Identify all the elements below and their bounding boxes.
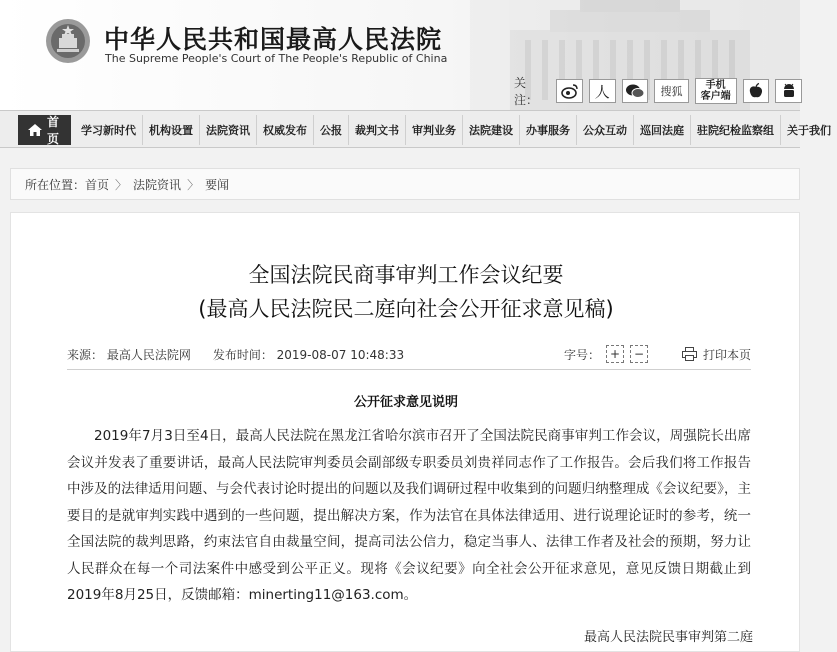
- android-icon[interactable]: [775, 79, 802, 103]
- breadcrumb-separator: 〉: [115, 177, 128, 192]
- nav-item-study[interactable]: 学习新时代: [75, 115, 143, 145]
- people-icon[interactable]: 人: [589, 79, 616, 103]
- article-published: 发布时间： 2019-08-07 10:48:33: [212, 347, 405, 362]
- font-increase-button[interactable]: +: [606, 345, 624, 363]
- nav-item-news[interactable]: 法院资讯: [200, 115, 257, 145]
- breadcrumb-home[interactable]: 首页: [85, 177, 110, 192]
- printer-icon: [682, 347, 697, 361]
- nav-home-label: 首页: [47, 115, 60, 146]
- nav-item-discipline[interactable]: 驻院纪检监察组: [691, 115, 781, 145]
- home-icon: [28, 124, 42, 136]
- social-follow-bar: [514, 74, 802, 108]
- print-label: 打印本页: [702, 347, 751, 362]
- site-subtitle: The Supreme People's Court of The People's Republic of China: [105, 52, 448, 65]
- font-decrease-button[interactable]: −: [630, 345, 648, 363]
- nav-item-services[interactable]: 办事服务: [520, 115, 577, 145]
- meta-divider: [67, 369, 751, 370]
- print-button[interactable]: [682, 346, 751, 363]
- mobile-client-button[interactable]: [695, 78, 737, 104]
- breadcrumb-label: 所在位置：: [25, 177, 86, 192]
- sohu-icon[interactable]: 搜狐: [654, 79, 688, 103]
- nav-item-construction[interactable]: 法院建设: [463, 115, 520, 145]
- article-signature: 最高人民法院民事审判第二庭: [583, 630, 753, 645]
- article-title-line1: 全国法院民商事审判工作会议纪要: [248, 263, 564, 287]
- mobile-client-line2: 客户端: [700, 91, 731, 102]
- nav-item-gazette[interactable]: 公报: [314, 115, 349, 145]
- wechat-icon[interactable]: [622, 79, 649, 103]
- article-body: 2019年7月3日至4日，最高人民法院在黑龙江省哈尔滨市召开了全国法院民商事审判工作会议，周强院长出席会议并发表了重要讲话，最高人民法院审判委员会副部级专职委员刘贵祥同志作了工作报告。会后我们将工作报告中涉及的法律适用问题、与会代表讨论时提出的问题以及我们调研过程中收集到的问题归纳整理成《会议纪要》，主要目的是就审判实践中遇到的一些问题，提出解决方案，作为法官在具体法律适用、进行说理论证时的参考，统一全国法院的裁判思路，约束法官自由裁量空间，提高司法公信力，稳定当事人、法律工作者及社会的预期，努力让人民群众在每一个司法案件中感受到公平正义。现将《会议纪要》向全社会公开征求意见，意见反馈日期截止到2019年8月25日，反馈邮箱：minerting11@163.com。: [67, 428, 751, 603]
- article-meta: [67, 343, 751, 365]
- nav-item-about[interactable]: 关于我们: [787, 124, 832, 137]
- nav-home[interactable]: [18, 115, 71, 145]
- main-nav: [0, 110, 832, 148]
- nav-item-circuit[interactable]: 巡回法庭: [634, 115, 691, 145]
- breadcrumb-separator: 〉: [187, 177, 200, 192]
- nav-item-organization[interactable]: 机构设置: [143, 115, 200, 145]
- article: [10, 212, 800, 652]
- site-title[interactable]: 中华人民共和国最高人民法院: [104, 25, 443, 54]
- section-heading: 公开征求意见说明: [353, 395, 458, 410]
- article-title-line2: (最高人民法院民二庭向社会公开征求意见稿): [198, 297, 614, 321]
- mobile-client-line1: 手机: [705, 80, 726, 91]
- breadcrumb-headlines[interactable]: 要闻: [205, 177, 230, 192]
- nav-item-releases[interactable]: 权威发布: [257, 115, 314, 145]
- weibo-icon[interactable]: [556, 79, 583, 103]
- site-header: [0, 0, 800, 110]
- nav-item-judgments[interactable]: 裁判文书: [349, 115, 406, 145]
- breadcrumb: [10, 168, 800, 200]
- nav-item-trial[interactable]: 审判业务: [406, 115, 463, 145]
- nav-item-interaction[interactable]: 公众互动: [577, 115, 634, 145]
- apple-icon[interactable]: [743, 79, 770, 103]
- article-source: 来源： 最高人民法院网: [67, 347, 191, 362]
- national-emblem-icon: [45, 18, 91, 64]
- follow-label: 关注：: [514, 76, 539, 107]
- font-size-label: 字号：: [563, 347, 600, 362]
- breadcrumb-news[interactable]: 法院资讯: [133, 177, 182, 192]
